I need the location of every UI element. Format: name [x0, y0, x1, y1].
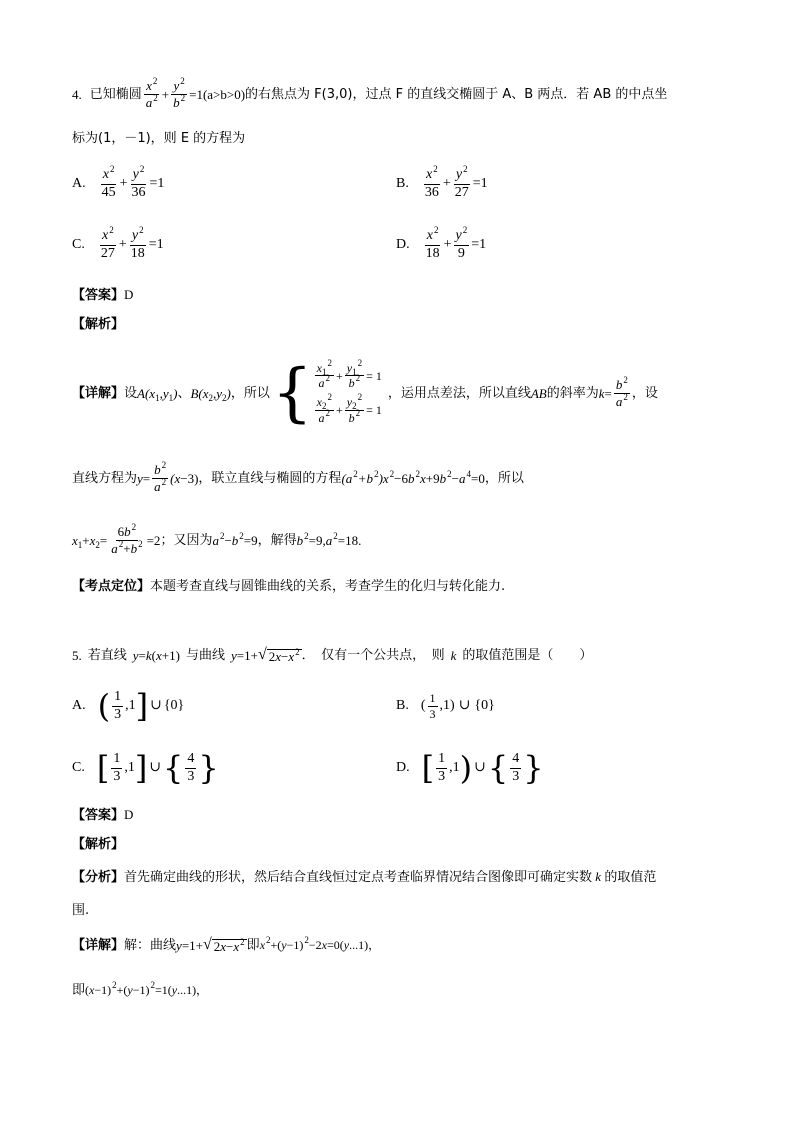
q5-detail-text2: 即 — [246, 937, 260, 953]
q4-frac-x2a2: $\frac{x^2}{a^2}$ — [145, 75, 158, 110]
q5-stem: 5. 若直线 y=k(x+1) 与曲线 y=1+ √ $2x-x^2$ ． 仅有一个公共点， 则 k 的取值范围是（ ） — [72, 646, 593, 664]
q4-ab: AB — [530, 385, 547, 401]
q4-option-d-b: 9 — [457, 245, 465, 261]
q5-stem-text3: ． 仅有一个公共点， 则 — [301, 647, 445, 663]
q4-option-a: A. $\frac{x^2}{45}$ + $\frac{y^2}{36}$ =1 — [72, 164, 165, 200]
q5-fenxi-line2: 围. — [72, 903, 90, 918]
q4-stem-text2: 的右焦点为 F(3,0)，过点 F 的直线交椭圆于 A、B 两点．若 AB 的中点坐 — [245, 86, 668, 102]
q4-cond: 1(a>b>0) — [196, 86, 246, 102]
q5-analysis-tag: 【解析】 — [72, 837, 125, 852]
q4-system: $\frac{x_1^2}{a^2}$ + $\frac{y_1^2}{b^2}$ = 1 $\frac{x_2^2}{a^2}$ + $\frac{y_2^2}{b^2}$ = 1 — [316, 357, 382, 425]
q4-option-a-b: 36 — [131, 184, 146, 200]
q4-eq: = — [189, 86, 197, 102]
q4-frac-y2b2: $\frac{y^2}{b^2}$ — [173, 75, 186, 110]
q5-option-a-label: A. — [72, 698, 86, 713]
q5-detail: 【详解】 解：曲线 y=1+ √ $2x-x^2$ 即 $x^2+(y-1)^2-2x=0(y...1)$， — [72, 935, 381, 954]
q4-detail-text4: 的斜率为 — [546, 385, 599, 401]
q5-fenxi: 【分析】首先确定曲线的形状，然后结合直线恒过定点考查临界情况结合图像即可确定实数 k 的取值范 — [72, 869, 657, 885]
q4-line-eq-mid: ，联立直线与椭圆的方程 — [198, 470, 342, 486]
q4-line-eq-prefix: 直线方程为 — [72, 470, 138, 486]
q5-detail-text1: 解：曲线 — [124, 937, 177, 953]
q5-stem-text1: 若直线 — [87, 647, 127, 663]
q4-kaodian — [72, 580, 505, 593]
q4-detail-tag: 【详解】 — [72, 385, 125, 401]
q4-system-brace: { — [271, 356, 313, 430]
q4-option-a-label: A. — [72, 176, 86, 192]
q5-option-c-label: C. — [72, 760, 85, 775]
q5-answer-tag: 【答案】 — [72, 808, 125, 823]
q4-answer — [72, 288, 133, 302]
q4-stem-line2: 标为(1，－1)，则 E 的方程为 — [72, 131, 246, 146]
q4-option-c: C. $\frac{x^2}{27}$ + $\frac{y^2}{18}$ =1 — [72, 225, 164, 261]
q4-option-b: B. $\frac{x^2}{36}$ + $\frac{y^2}{27}$ =1 — [396, 164, 488, 200]
q5-fenxi-text2: 的取值范 — [604, 870, 657, 885]
q4-sum: $x_1+x_2=$ $\frac{6b^2}{a^2+b^2}$ =2 ；又因为 $a^2-b^2=9$ ，解得 $b^2=9,a^2=18$. — [72, 521, 362, 556]
q5-answer — [72, 808, 133, 822]
q5-option-c: C. [ $\frac{1}{3}$ ,1 ] ∪ { $\frac{4}{3}$ } — [72, 749, 219, 787]
q4-point-a: $A(x_1,y_1)$ — [137, 385, 178, 403]
q4-stem — [72, 76, 667, 112]
q4-detail-sep: 、 — [177, 385, 191, 401]
q4-point-b: $B(x_2,y_2)$ — [190, 385, 231, 403]
q4-option-d-label: D. — [396, 237, 410, 253]
q4-line-eq-suffix: ，所以 — [484, 470, 524, 486]
q5-stem-text4: 的取值范围是（ ） — [462, 647, 593, 663]
q4-answer-value: D — [124, 287, 134, 302]
q5-option-a: A. ( $\frac{1}{3}$ ,1 ] ∪ {0} — [72, 687, 185, 725]
q5-fenxi-text1: 首先确定曲线的形状，然后结合直线恒过定点考查临界情况结合图像即可确定实数 — [124, 870, 593, 885]
q4-detail-text1: 设 — [124, 385, 138, 401]
q4-line-eq: 直线方程为 y = $\frac{b^2}{a^2}$ (x −3) ，联立直线与椭圆的方程 $(a^2+b^2)x^2-6b^2x+9b^2-a^4=0$ ，所以 — [72, 459, 524, 494]
q5-option-b-label: B. — [396, 698, 409, 713]
q4-k-formula: k — [598, 385, 605, 401]
q5-detail-text3: 即 — [72, 982, 86, 998]
q4-number: 4. — [72, 86, 82, 102]
q4-detail-text2: ，所以 — [230, 385, 270, 401]
q4-option-b-b: 27 — [454, 184, 469, 200]
q4-option-b-label: B. — [396, 176, 409, 192]
q5-stem-text2: 与曲线 — [185, 647, 225, 663]
q4-option-a-a: 45 — [101, 184, 116, 200]
q4-answer-tag: 【答案】 — [72, 288, 125, 303]
q5-detail-tag: 【详解】 — [72, 937, 125, 953]
q4-sum-text: ；又因为 — [160, 532, 213, 548]
q4-solve-text: ，解得 — [257, 532, 297, 548]
q4-option-d-a: 18 — [425, 245, 440, 261]
q4-detail-text3: ，运用点差法，所以直线 — [387, 385, 531, 401]
q4-analysis-tag: 【解析】 — [72, 317, 125, 332]
q5-option-d-label: D. — [396, 760, 410, 775]
q4-option-c-a: 27 — [100, 245, 115, 261]
q4-option-d: D. $\frac{x^2}{18}$ + $\frac{y^2}{9}$ =1 — [396, 225, 487, 261]
q4-plus: + — [161, 86, 170, 102]
q5-fenxi-tag: 【分析】 — [72, 870, 125, 885]
q4-stem-text1: 已知椭圆 — [89, 86, 142, 102]
q4-option-c-label: C. — [72, 237, 85, 253]
q5-answer-value: D — [124, 807, 134, 822]
q4-detail: 【详解】 设 $A(x_1,y_1)$ 、 $B(x_2,y_2)$ ，所以 { $\frac{x_1^2}{a^2}$ + $\frac{y_1^2}{b^2}$ = 1 $\frac{x_2^2}{a^2}$ + $\frac{y_2^2}{b^2}$ = 1 ，运用点差法，所以直线 AB 的斜率为 k = $\frac{b^2}{a^2}$ ，设 — [72, 356, 658, 430]
q4-detail-text5: ，设 — [631, 385, 658, 401]
q5-option-d: D. [ $\frac{1}{3}$ ,1 ) ∪ { $\frac{4}{3}$ } — [396, 749, 544, 787]
q4-option-b-a: 36 — [424, 184, 439, 200]
q4-kaodian-text: 本题考查直线与圆锥曲线的关系，考查学生的化归与转化能力. — [150, 579, 506, 594]
q5-option-b: B. ( $\frac{1}{3}$ ,1) ∪ {0} — [396, 690, 495, 721]
q4-quadratic: $(a^2+b^2)x^2-6b^2x+9b^2-a^4=0$ — [341, 468, 485, 486]
q5-detail-line2: 即 $(x-1)^2+(y-1)^2=1(y...1)$， — [72, 980, 209, 998]
q4-kaodian-tag: 【考点定位】 — [72, 579, 151, 594]
q5-number: 5. — [72, 647, 82, 663]
q4-option-c-b: 18 — [130, 245, 145, 261]
